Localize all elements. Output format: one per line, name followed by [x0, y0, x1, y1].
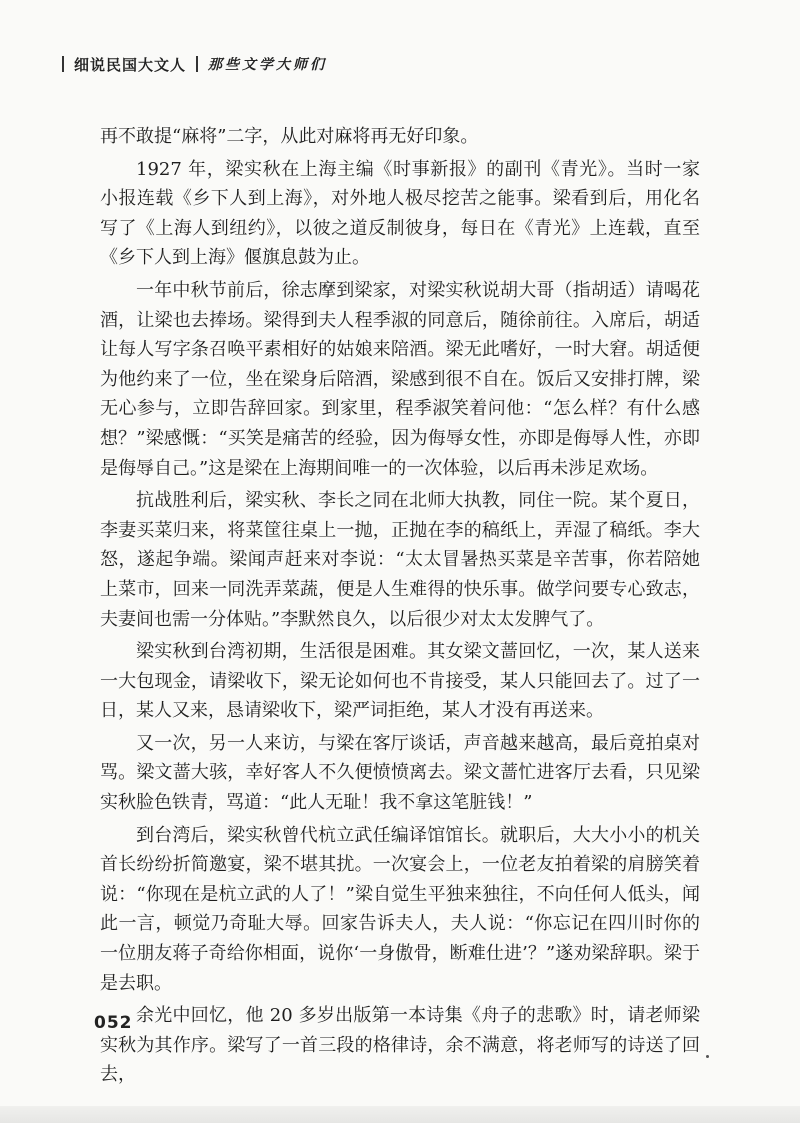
paragraph: 又一次，另一人来访，与梁在客厅谈话，声音越来越高，最后竟拍桌对骂。梁文蔷大骇，幸好客人不久便愤愤离去。梁文蔷忙进客厅去看，只见梁实秋脸色铁青，骂道：“此人无耻！我不拿这笔脏钱！” — [100, 732, 700, 814]
header-bar — [62, 56, 64, 72]
page-bottom-edge — [0, 1106, 800, 1123]
scan-speck — [706, 1055, 709, 1058]
paragraph: 一年中秋节前后，徐志摩到梁家，对梁实秋说胡大哥（指胡适）请喝花酒，让梁也去捧场。梁得到夫人程季淑的同意后，随徐前往。入席后，胡适让每人写字条召唤平素相好的姑娘来陪酒。梁无此嗜好，一时大窘。胡适便为他约来了一位，坐在梁身后陪酒，梁感到很不自在。饭后又安排打牌，梁无心参与，立即告辞回家。到家里，程季淑笑着问他：“怎么样？有什么感想？”梁感慨：“买笑是痛苦的经验，因为侮辱女性，亦即是侮辱人性，亦即是侮辱自己。”这是梁在上海期间唯一的一次体验，以后再未涉足欢场。 — [100, 279, 700, 479]
paragraph: 余光中回忆，他 20 多岁出版第一本诗集《舟子的悲歌》时，请老师梁实秋为其作序。梁写了一首三段的格律诗，余不满意，将老师写的诗送了回去， — [100, 1005, 700, 1086]
book-title: 细说民国大文人 — [74, 55, 187, 74]
header-separator — [196, 56, 198, 72]
paragraph: 再不敢提“麻将”二字，从此对麻将再无好印象。 — [100, 126, 479, 147]
body-text — [100, 122, 700, 1090]
paragraph: 抗战胜利后，梁实秋、李长之同在北师大执教，同住一院。某个夏日，李妻买菜归来，将菜筐往桌上一抛，正抛在李的稿纸上，弄湿了稿纸。李大怒，遂起争端。梁闻声赶来对李说：“太太冒暑热买菜是辛苦事，你若陪她上菜市，回来一同洗弄菜蔬，便是人生难得的快乐事。做学问要专心致志，夫妻间也需一分体贴。”李默然良久，以后很少对太太发脾气了。 — [100, 490, 700, 630]
paragraph: 到台湾后，梁实秋曾代杭立武任编译馆馆长。就职后，大大小小的机关首长纷纷折简邀宴，梁不堪其扰。一次宴会上，一位老友拍着梁的肩膀笑着说：“你现在是杭立武的人了！”梁自觉生平独来独往，不向任何人低头，闻此一言，顿觉乃奇耻大辱。回家告诉夫人，夫人说：“你忘记在四川时你的一位朋友蒋子奇给你相面，说你‘一身傲骨，断难仕进’？”遂劝梁辞职。梁于是去职。 — [100, 824, 700, 994]
running-header — [62, 52, 327, 76]
paragraph: 1927 年，梁实秋在上海主编《时事新报》的副刊《青光》。当时一家小报连载《乡下人到上海》，对外地人极尽挖苦之能事。梁看到后，用化名写了《上海人到纽约》，以彼之道反制彼身，每日在《青光》上连载，直至《乡下人到上海》偃旗息鼓为止。 — [100, 158, 700, 269]
page-number: 052 — [94, 1013, 133, 1033]
chapter-title: 那些文学大师们 — [208, 57, 328, 73]
paragraph: 梁实秋到台湾初期，生活很是困难。其女梁文蔷回忆，一次，某人送来一大包现金，请梁收下，梁无论如何也不肯接受，某人只能回去了。过了一日，某人又来，恳请梁收下，梁严词拒绝，某人才没有再送来。 — [100, 641, 700, 722]
